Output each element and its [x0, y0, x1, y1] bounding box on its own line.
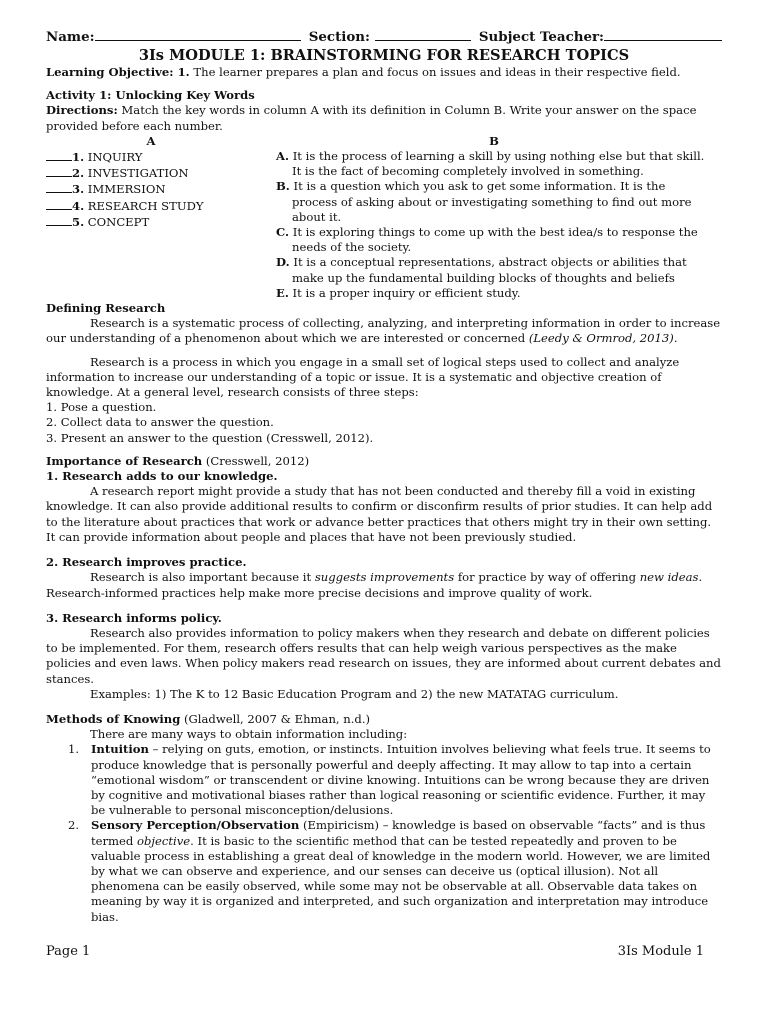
learning-objective: Learning Objective: 1. The learner prepares a plan and focus on issues and ideas in their respective field.: [46, 65, 681, 79]
step-item: 2. Collect data to answer the question.: [46, 415, 274, 430]
importance-1-text: A research report might provide a study that has not been conducted and thereby fill a void in existing knowledge. It can also provide additional results to confirm or disconfirm results of prior studies. It can help add to the literature about practices that work or advance better practices that others might try in their own setting. It can provide information about people and places that have not been previously studied.: [46, 484, 713, 544]
importance-3-title: 3. Research informs policy.: [46, 610, 222, 625]
importance-3-text: Research also provides information to policy makers when they research and debate on different policies to be implemented. For them, research offers results that can help weigh various perspectives as the make policies and even laws. When policy makers read research on issues, they are informed about current debates and stances.: [46, 625, 721, 686]
teacher-field: Subject Teacher:: [479, 26, 722, 46]
column-a-heading: A: [146, 133, 156, 148]
methods-list: [46, 742, 722, 924]
column-b-heading: B: [489, 133, 499, 148]
methods-intro: There are many ways to obtain information including:: [90, 727, 408, 742]
page-footer: [46, 944, 704, 959]
list-item: D. It is a conceptual representations, abstract objects or abilities that make up the fundamental building blocks of thoughts and beliefs: [276, 255, 687, 285]
page-title: 3Is MODULE 1: BRAINSTORMING FOR RESEARCH TOPICS: [138, 47, 630, 64]
name-blank: [95, 26, 301, 41]
importance-3-examples: Examples: 1) The K to 12 Basic Education Program and 2) the new MATATAG curriculum.: [90, 686, 619, 701]
list-item: 1. Intuition – relying on guts, emotion, or instincts. Intuition involves believing what feels true. It seems to produce knowledge that is personally powerful and deeply affecting. It may allow to tap into a certain “emotional wisdom” or transcendent or divine knowing. Intuitions can be wrong because they are driven by cognitive and motivational biases rather than logical reasoning or scientific evidence. Further, it may be vulnerable to personal misconception/delusions.: [68, 742, 711, 818]
list-item: 4. RESEARCH STUDY: [46, 198, 276, 214]
activity-title: Activity 1: Unlocking Key Words: [46, 88, 255, 103]
teacher-blank: [604, 26, 722, 41]
list-item: A. It is the process of learning a skill by using nothing else but that skill. It is the fact of becoming completely involved in something.: [276, 149, 705, 179]
importance-2-text: Research is also important because it suggests improvements for practice by way of offering new ideas. Research-informed practices help make more precise decisions and improve quality of work.: [46, 570, 703, 600]
step-item: 1. Pose a question.: [46, 400, 157, 415]
importance-1-title: 1. Research adds to our knowledge.: [46, 469, 278, 484]
page-number: Page 1: [46, 944, 91, 959]
column-a: [46, 134, 276, 301]
list-item: 5. CONCEPT: [46, 214, 276, 230]
column-b: [276, 134, 722, 301]
module-label: 3Is Module 1: [617, 944, 704, 959]
defining-paragraph-1: Research is a systematic process of collecting, analyzing, and interpreting information in order to increase our understanding of a phenomenon about which we are interested or concerned (Leedy & Ormrod, 2013).: [46, 316, 721, 346]
list-item: B. It is a question which you ask to get some information. It is the process of asking about or investigating something to find out more about it.: [276, 179, 692, 224]
matching-table: [46, 134, 722, 301]
importance-2-title: 2. Research improves practice.: [46, 555, 247, 570]
header-fields: [46, 26, 722, 46]
methods-heading: Methods of Knowing (Gladwell, 2007 & Ehman, n.d.): [46, 711, 371, 726]
step-item: 3. Present an answer to the question (Cresswell, 2012).: [46, 430, 374, 445]
list-item: C. It is exploring things to come up with the best idea/s to response the needs of the society.: [276, 225, 698, 255]
defining-heading: Defining Research: [46, 301, 166, 316]
section-field: Section:: [309, 26, 471, 46]
list-item: 2. Sensory Perception/Observation (Empiricism) – knowledge is based on observable “facts” and is thus termed objective. It is basic to the scientific method that can be tested repeatedly and proven to be valuable process in establishing a great deal of knowledge in the modern world. However, we are limited by what we can observe and experience, and our senses can deceive us (optical illusion). Not all phenomena can be easily observed, while some may not be observable at all. Observable data takes on meaning by way it is organized and interpreted, and such organization and interpretation may introduce bias.: [68, 818, 711, 924]
name-field: Name:: [46, 26, 301, 46]
activity-directions: Directions: Match the key words in column A with its definition in Column B. Write your answer on the space provided before each number.: [46, 103, 697, 133]
importance-heading: Importance of Research (Cresswell, 2012): [46, 453, 310, 468]
list-item: 1. INQUIRY: [46, 149, 276, 165]
list-item: 3. IMMERSION: [46, 181, 276, 197]
list-item: E. It is a proper inquiry or efficient study.: [276, 285, 521, 300]
defining-paragraph-2: Research is a process in which you engage in a small set of logical steps used to collect and analyze information to increase our understanding of a topic or issue. It is a systematic and objective creation of knowledge. At a general level, research consists of three steps:: [46, 354, 680, 400]
list-item: 2. INVESTIGATION: [46, 165, 276, 181]
section-blank: [375, 26, 471, 41]
